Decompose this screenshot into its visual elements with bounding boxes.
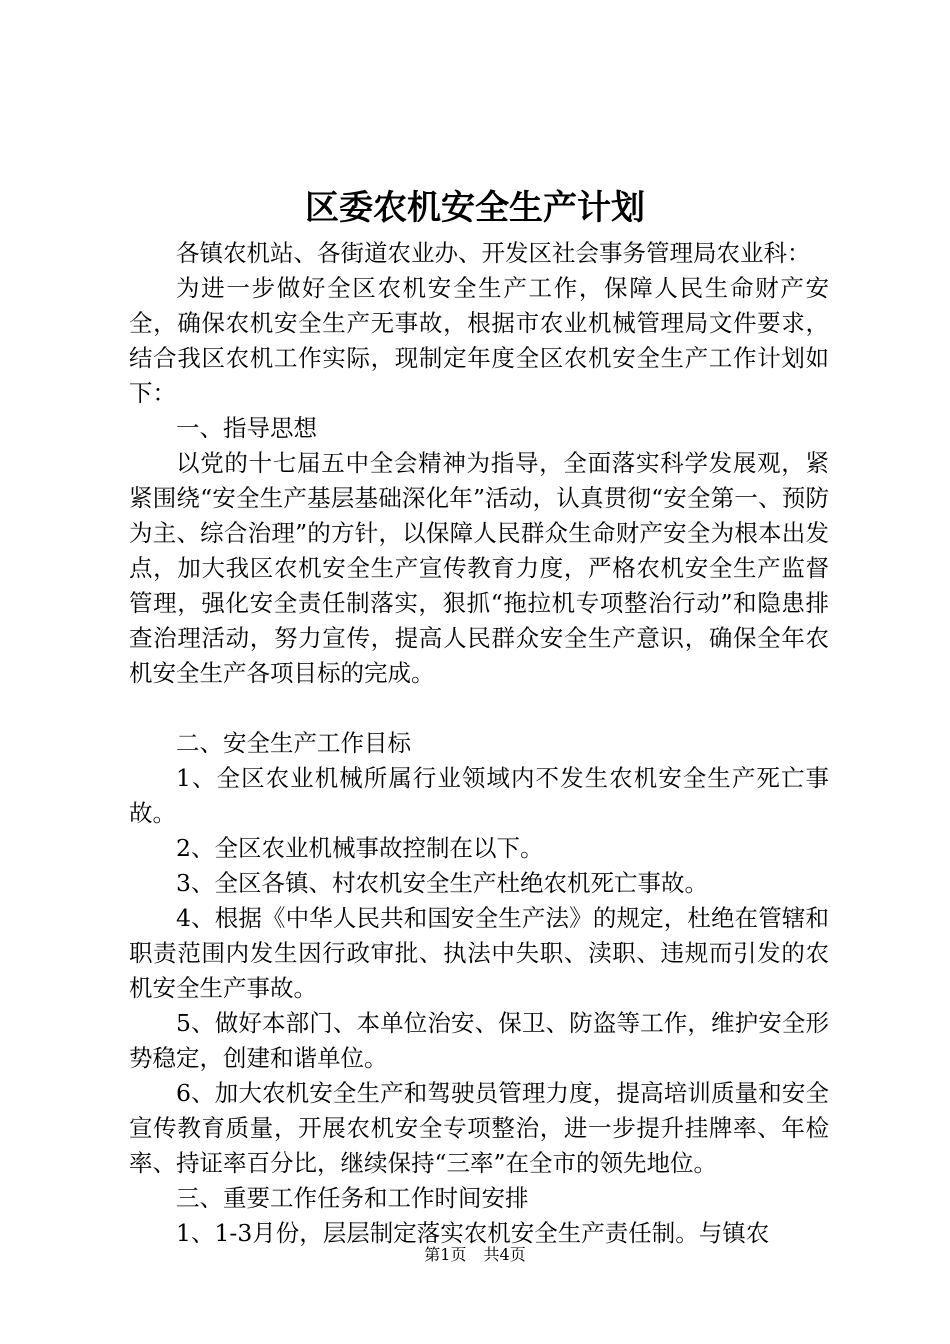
section-heading-guiding-thought: 一、指导思想 (176, 414, 317, 442)
section-heading-tasks-schedule: 三、重要工作任务和工作时间安排 (176, 1184, 529, 1212)
goal-item-4: 4、根据《中华人民共和国安全生产法》的规定，杜绝在管辖和职责范围内发生因行政审批、执法中失职、渎职、违规而引发的农机安全生产事故。 (129, 904, 829, 1002)
section-heading-safety-goals: 二、安全生产工作目标 (176, 729, 411, 757)
intro-paragraph: 为进一步做好全区农机安全生产工作，保障人民生命财产安全，确保农机安全生产无事故，根据市农业机械管理局文件要求，结合我区农机工作实际，现制定年度全区农机安全生产工作计划如下： (129, 274, 829, 407)
goal-item-2: 2、全区农业机械事故控制在以下。 (176, 834, 544, 862)
goal-item-6: 6、加大农机安全生产和驾驶员管理力度，提高培训质量和安全宣传教育质量，开展农机安全专项整治，进一步提升挂牌率、年检率、持证率百分比，继续保持“三率”在全市的领先地位。 (129, 1079, 829, 1177)
guiding-thought-paragraph: 以党的十七届五中全会精神为指导，全面落实科学发展观，紧紧围绕“安全生产基层基础深化年”活动，认真贯彻“安全第一、预防为主、综合治理”的方针，以保障人民群众生命财产安全为根本出发点，加大我区农机安全生产宣传教育力度，严格农机安全生产监督管理，强化安全责任制落实，狠抓“拖拉机专项整治行动”和隐患排查治理活动，努力宣传，提高人民群众安全生产意识，确保全年农机安全生产各项目标的完成。 (129, 449, 829, 687)
goal-item-3: 3、全区各镇、村农机安全生产杜绝农机死亡事故。 (176, 869, 708, 897)
page-number: 第1页 (424, 1245, 467, 1264)
addressee-paragraph: 各镇农机站、各街道农业办、开发区社会事务管理局农业科： (176, 239, 811, 267)
page-total: 共4页 (483, 1245, 526, 1264)
document-title: 区委农机安全生产计划 (305, 188, 645, 228)
page-footer (0, 1243, 950, 1267)
goal-item-1: 1、全区农业机械所属行业领域内不发生农机安全生产死亡事故。 (129, 764, 829, 827)
document-body (129, 236, 829, 1251)
task-item-1: 1、1-3月份，层层制定落实农机安全生产责任制。与镇农 (176, 1219, 770, 1247)
goal-item-5: 5、做好本部门、本单位治安、保卫、防盗等工作，维护安全形势稳定，创建和谐单位。 (129, 1009, 829, 1072)
